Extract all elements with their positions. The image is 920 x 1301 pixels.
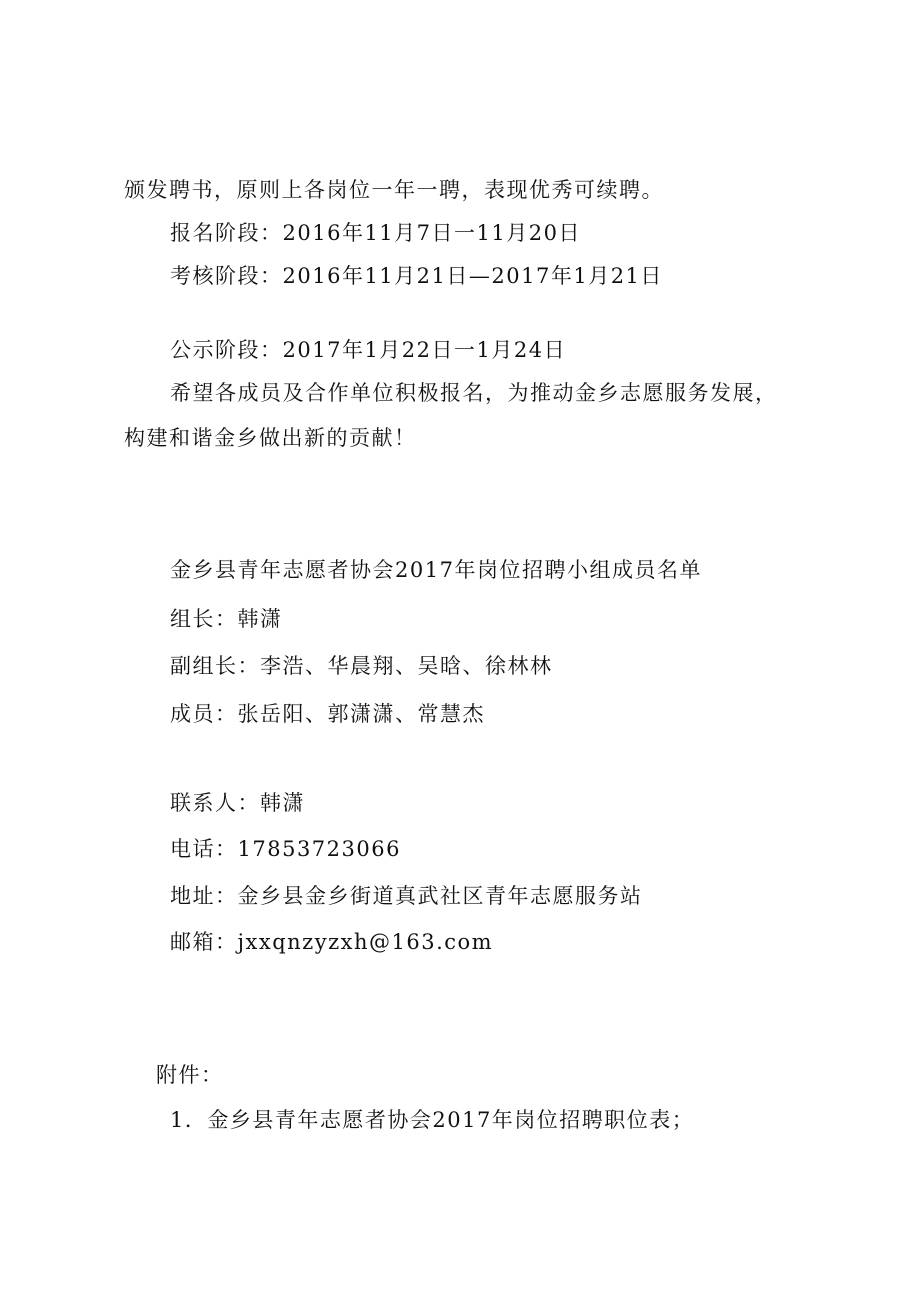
contact-person: 联系人：韩潇	[170, 791, 305, 815]
contact-address: 地址：金乡县金乡街道真武社区青年志愿服务站	[170, 884, 643, 908]
committee-deputy: 副组长：李浩、华晨翔、吴晗、徐林林	[170, 654, 553, 678]
schedule-publicity: 公示阶段：2017年1月22日一1月24日	[170, 338, 567, 362]
closing-line-1: 希望各成员及合作单位积极报名，为推动金乡志愿服务发展，	[170, 381, 778, 405]
attachment-item-1: 1．金乡县青年志愿者协会2017年岗位招聘职位表；	[170, 1108, 695, 1132]
committee-title: 金乡县青年志愿者协会2017年岗位招聘小组成员名单	[170, 558, 702, 582]
schedule-registration: 报名阶段：2016年11月7日一11月20日	[170, 221, 581, 245]
contact-phone: 电话：17853723066	[170, 837, 401, 861]
paragraph-end-line: 颁发聘书，原则上各岗位一年一聘，表现优秀可续聘。	[124, 178, 664, 202]
closing-line-2: 构建和谐金乡做出新的贡献！	[124, 426, 417, 450]
attachments-heading: 附件：	[156, 1063, 224, 1087]
committee-leader: 组长：韩潇	[170, 607, 283, 631]
schedule-assessment: 考核阶段：2016年11月21日—2017年1月21日	[170, 264, 663, 288]
committee-members: 成员：张岳阳、郭潇潇、常慧杰	[170, 702, 485, 726]
contact-email: 邮箱：jxxqnzyzxh@163.com	[170, 930, 494, 954]
